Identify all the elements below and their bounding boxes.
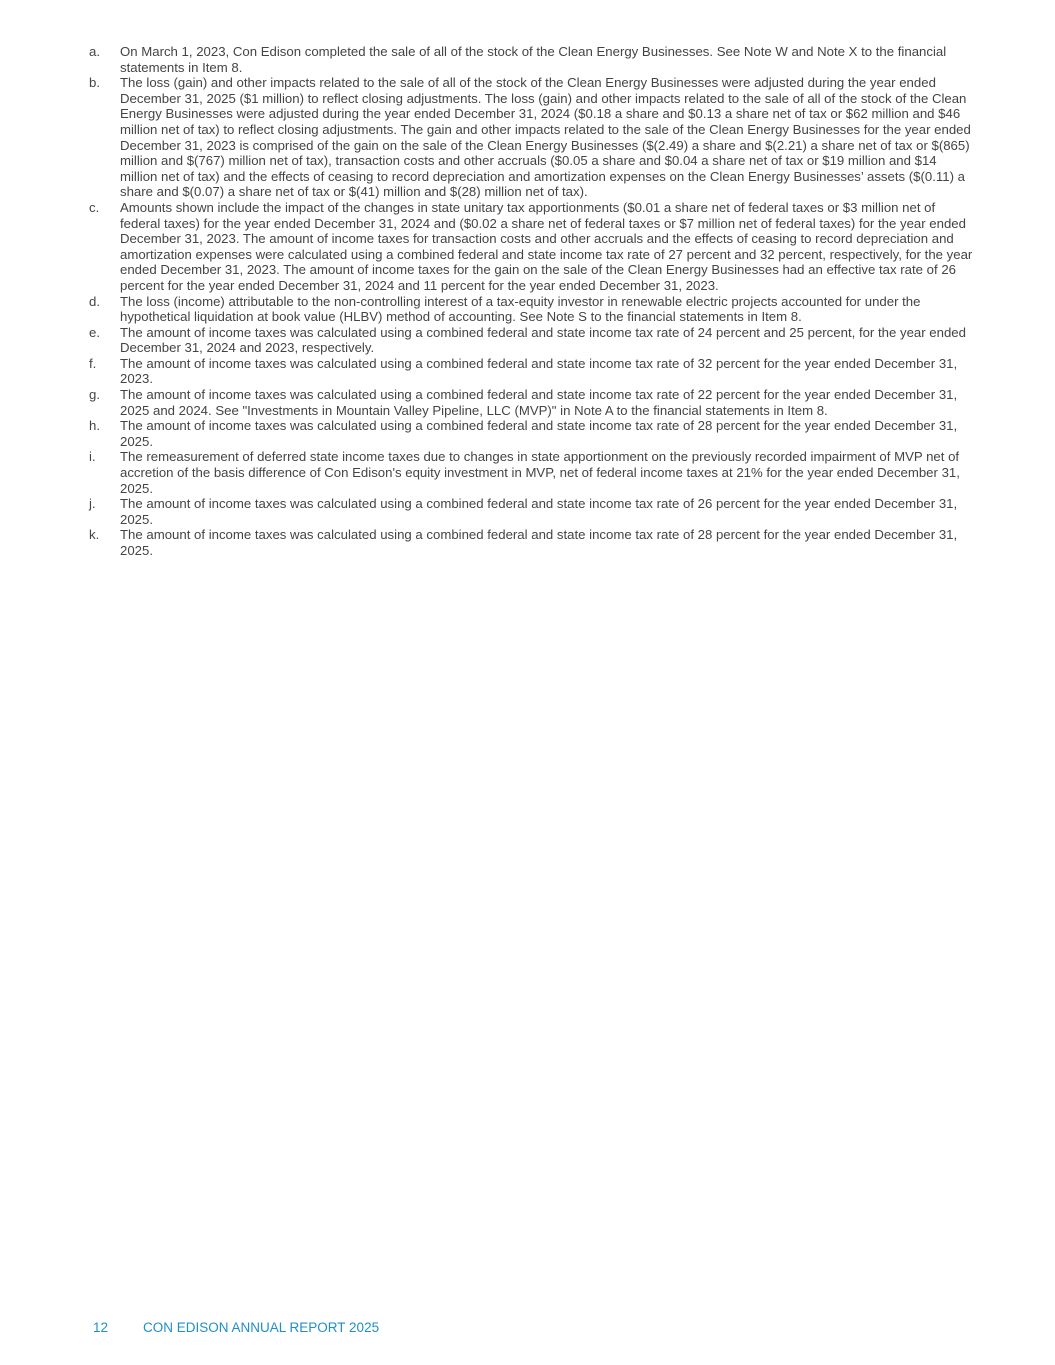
footnote-k — [89, 527, 973, 558]
footnote-letter: b. — [89, 75, 100, 91]
footnote-text: The amount of income taxes was calculated using a combined federal and state income tax rate of 28 percent for the year ended December 31, 2025. — [120, 418, 958, 449]
footnote-text: The amount of income taxes was calculated using a combined federal and state income tax rate of 24 percent and 25 percent, for the year ended December 31, 2024 and 2023, respectively. — [120, 324, 966, 356]
footnote-h — [89, 418, 973, 449]
footnote-e — [89, 325, 973, 356]
footnote-j — [89, 496, 973, 527]
footnote-letter: g. — [89, 387, 100, 403]
footnote-letter: e. — [89, 324, 100, 340]
footnote-text: On March 1, 2023, Con Edison completed the sale of all of the stock of the Clean Energy Businesses. See Note W and Note X to the financial statements in Item 8. — [120, 44, 947, 75]
footnote-letter: i. — [89, 449, 96, 465]
footnote-text: Amounts shown include the impact of the changes in state unitary tax apportionments ($0.01 a share net of federal taxes or $3 million net of federal taxes) for the year ended December 31, 2024 and ($0.02 a share net of federal taxes or $7 million net of federal taxes) for the year ended December 31, 2023. The amount of income taxes for transaction costs and other accruals and the effects of ceasing to record depreciation and amortization expenses were calculated using a combined federal and state income tax rate of 27 percent and 32 percent, respectively, for the year ended December 31, 2023. The amount of income taxes for the gain on the sale of the Clean Energy Businesses had an effective tax rate of 26 percent for the year ended December 31, 2024 and 11 percent for the year ended December 31, 2023. — [120, 199, 973, 293]
footnote-text: The amount of income taxes was calculated using a combined federal and state income tax rate of 28 percent for the year ended December 31, 2025. — [120, 527, 958, 558]
footnote-letter: j. — [89, 496, 96, 512]
footnote-text: The loss (gain) and other impacts related to the sale of all of the stock of the Clean Energy Businesses were adjusted during the year ended December 31, 2025 ($1 million) to reflect closing adjustments. The loss (gain) and other impacts related to the sale of all of the stock of the Clean Energy Businesses were adjusted during the year ended December 31, 2024 ($0.18 a share and $0.13 a share net of tax or $62 million and $46 million net of tax) to reflect closing adjustments. The gain and other impacts related to the sale of the Clean Energy Businesses for the year ended December 31, 2023 is comprised of the gain on the sale of the Clean Energy Businesses ($(2.49) a share and $(2.21) a share net of tax or $(865) million and $(767) million net of tax), transaction costs and other accruals ($0.05 a share and $0.04 a share net of tax or $19 million and $14 million net of tax) and the effects of ceasing to record depreciation and amortization expenses on the Clean Energy Businesses’ assets ($(0.11) a share and $(0.07) a share net of tax or $(41) million and $(28) million net of tax). — [120, 75, 971, 200]
page-footer — [93, 1320, 379, 1335]
footnote-text: The amount of income taxes was calculated using a combined federal and state income tax rate of 26 percent for the year ended December 31, 2025. — [120, 496, 958, 527]
footnote-letter: h. — [89, 418, 100, 434]
footnote-d — [89, 294, 973, 325]
footnote-f — [89, 356, 973, 387]
report-title: CON EDISON ANNUAL REPORT 2025 — [143, 1320, 380, 1335]
footnote-b — [89, 75, 973, 200]
footnotes-list — [89, 44, 973, 559]
footnote-g — [89, 387, 973, 418]
footnote-c — [89, 200, 973, 294]
footnote-a — [89, 44, 973, 75]
page-number: 12 — [93, 1320, 109, 1335]
footnote-text: The amount of income taxes was calculated using a combined federal and state income tax rate of 22 percent for the year ended December 31, 2025 and 2024. See "Investments in Mountain Valley Pipeline, LLC (MVP)" in Note A to the financial statements in Item 8. — [120, 387, 958, 418]
footnote-text: The amount of income taxes was calculated using a combined federal and state income tax rate of 32 percent for the year ended December 31, 2023. — [120, 355, 958, 387]
footnote-text: The remeasurement of deferred state income taxes due to changes in state apportionment on the previously recorded impairment of MVP net of accretion of the basis difference of Con Edison's equity investment in MVP, net of federal income taxes at 21% for the year ended December 31, 2025. — [120, 449, 960, 496]
footnote-letter: k. — [89, 527, 100, 543]
footnote-letter: c. — [89, 199, 100, 215]
footnote-i — [89, 449, 973, 496]
footnote-letter: f. — [89, 355, 97, 371]
footnote-letter: d. — [89, 293, 100, 309]
footnote-text: The loss (income) attributable to the non-controlling interest of a tax-equity investor in renewable electric projects accounted for under the hypothetical liquidation at book value (HLBV) method of accounting. See Note S to the financial statements in Item 8. — [120, 293, 921, 325]
footnote-letter: a. — [89, 44, 100, 59]
